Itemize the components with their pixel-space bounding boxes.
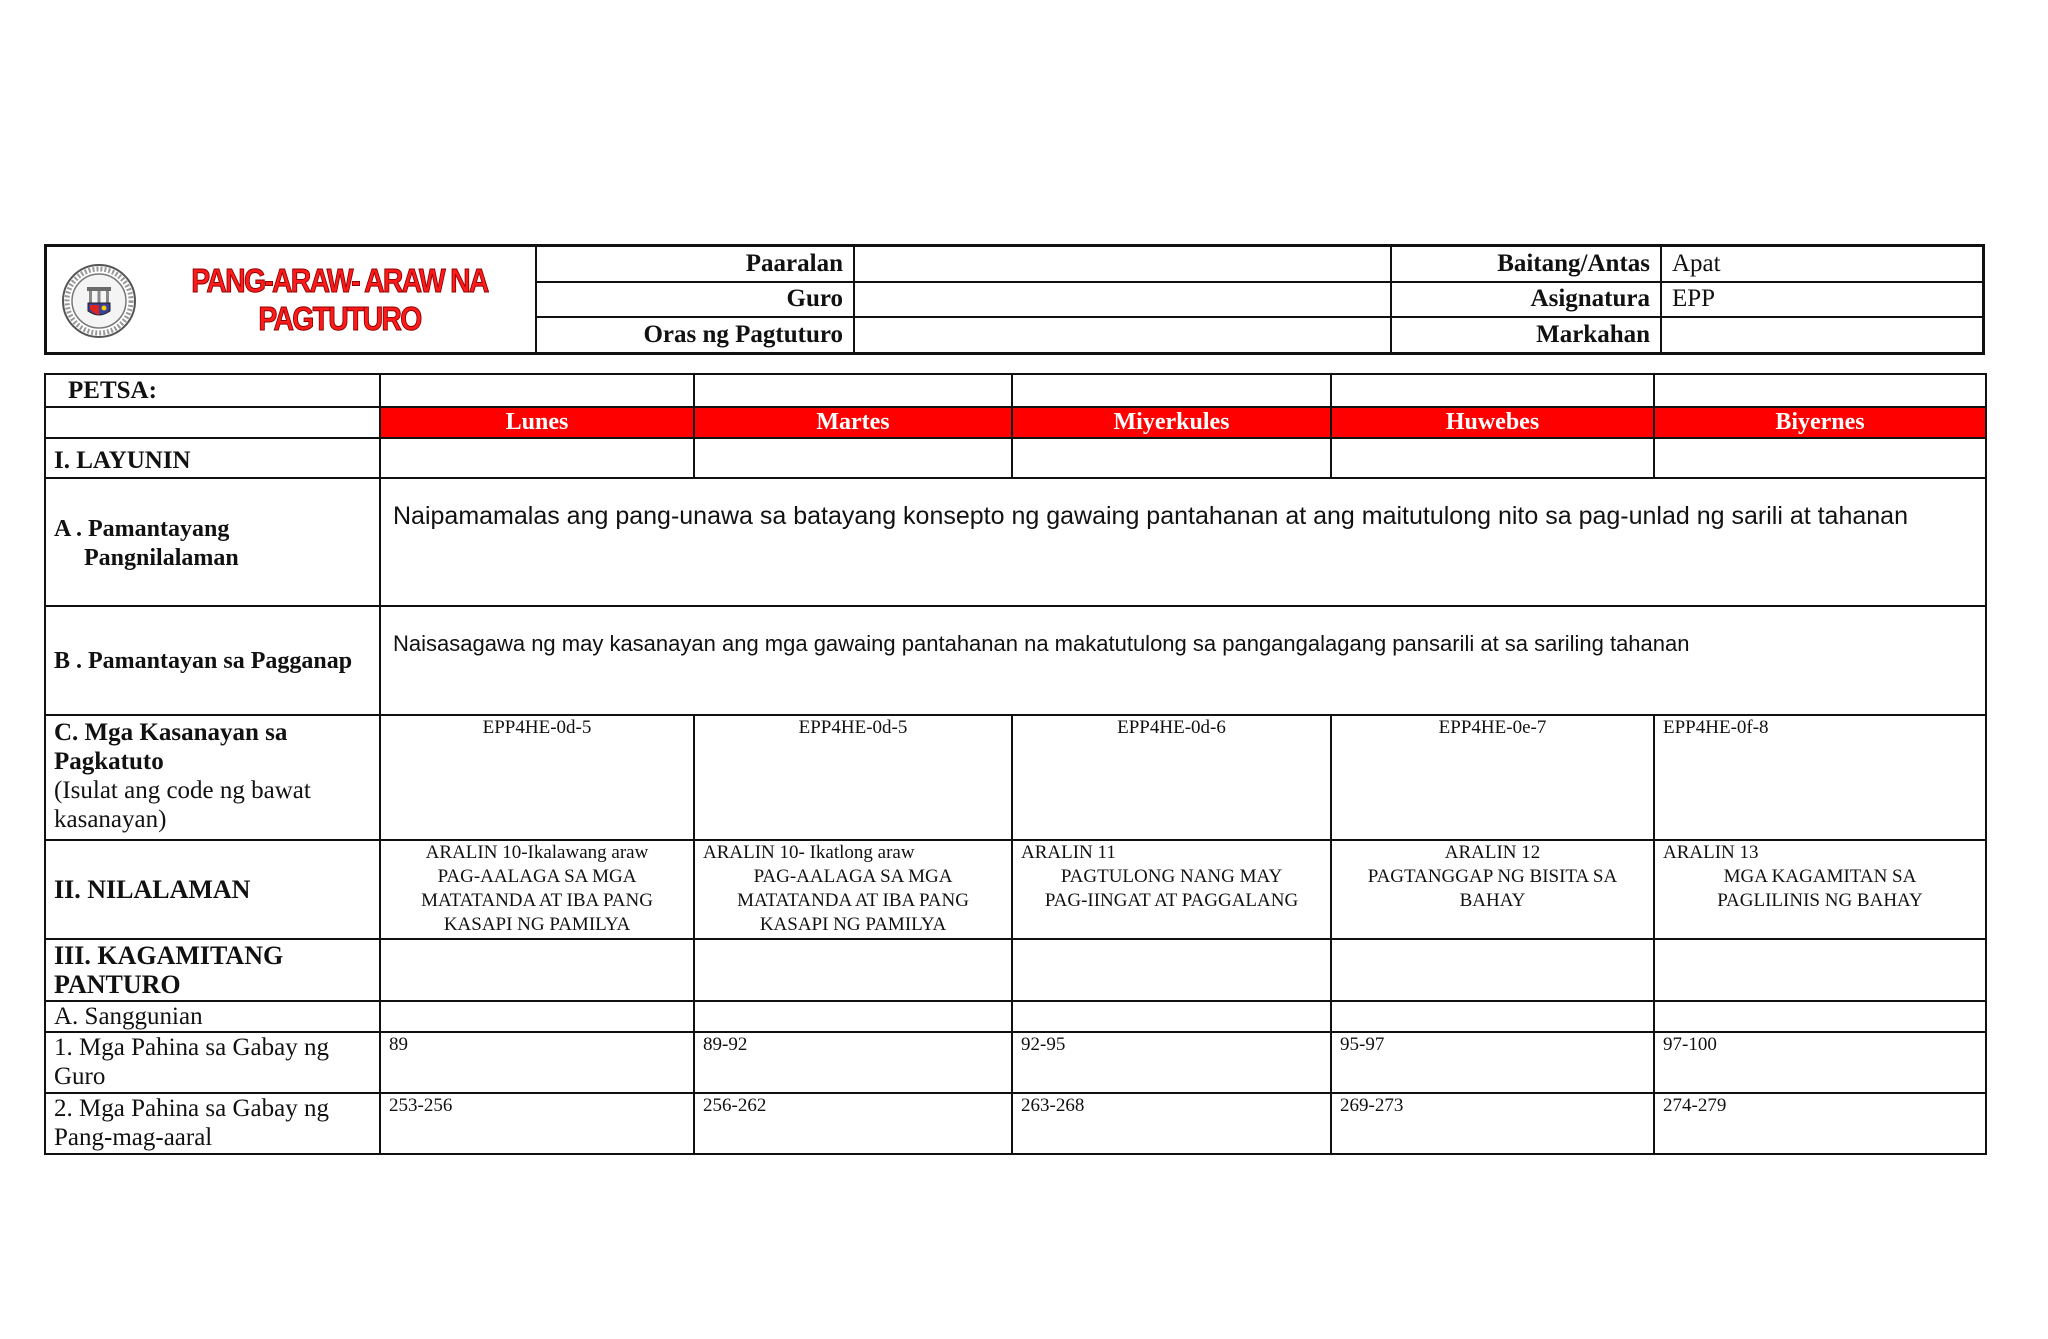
kasanayan-label-cell [45,715,380,840]
gabay-guro-pages: 89 [380,1032,694,1093]
gabay-guro-pages: 97-100 [1654,1032,1986,1093]
kasanayan-label: C. Mga Kasanayan sa Pagkatuto [54,719,288,775]
markahan-label: Markahan [1391,317,1661,352]
nilalaman-line: KASAPI NG PAMILYA [759,914,947,935]
code-cell: EPP4HE-0d-6 [1012,715,1331,840]
title-line-1: PANG-ARAW- ARAW NA [191,262,488,299]
nilalaman-row [45,840,1986,939]
kagamitan-label: III. KAGAMITANG PANTURO [45,939,380,1001]
guro-value [854,282,1391,318]
paaralan-value [854,247,1391,282]
kagamitan-cell [1331,939,1654,1001]
pamantayang-label-1: A . Pamantayang [54,516,230,542]
gabay-mag-aaral-pages: 269-273 [1331,1093,1654,1154]
gabay-guro-label: 1. Mga Pahina sa Gabay ng Guro [45,1032,380,1093]
sanggunian-label: A. Sanggunian [45,1001,380,1032]
deped-seal-icon [61,263,137,339]
petsa-cell [1654,374,1986,407]
day-martes: Martes [694,407,1012,438]
nilalaman-line: BAHAY [1459,890,1526,911]
gabay-mag-aaral-label: 2. Mga Pahina sa Gabay ng Pang-mag-aaral [45,1093,380,1154]
code-cell: EPP4HE-0e-7 [1331,715,1654,840]
nilalaman-line: ARALIN 12 [1444,842,1541,863]
sanggunian-cell [380,1001,694,1032]
gabay-guro-pages: 95-97 [1331,1032,1654,1093]
petsa-cell [694,374,1012,407]
nilalaman-cell [694,840,1012,939]
day-biyernes: Biyernes [1654,407,1986,438]
kasanayan-sublabel: (Isulat ang code ng bawat kasanayan) [54,777,311,833]
pagganap-label: B . Pamantayan sa Pagganap [45,606,380,715]
header-info-table [535,247,1982,352]
nilalaman-line: MGA KAGAMITAN SA [1723,866,1917,887]
sanggunian-cell [1331,1001,1654,1032]
nilalaman-line: MATATANDA AT IBA PANG [737,890,969,911]
nilalaman-line: ARALIN 10- Ikatlong araw [703,842,915,863]
nilalaman-cell [380,840,694,939]
baitang-label: Baitang/Antas [1391,247,1661,282]
code-cell: EPP4HE-0f-8 [1654,715,1986,840]
gabay-mag-aaral-pages: 253-256 [380,1093,694,1154]
layunin-cell [1012,438,1331,478]
nilalaman-line: ARALIN 11 [1021,842,1116,863]
gabay-mag-aaral-pages: 256-262 [694,1093,1012,1154]
nilalaman-line: PAG-AALAGA SA MGA [437,866,637,887]
kasanayan-row [45,715,1986,840]
petsa-row [45,374,1986,407]
title-line-2: PAGTUTURO [258,300,421,337]
asignatura-value: EPP [1661,282,1982,318]
code-cell: EPP4HE-0d-5 [380,715,694,840]
oras-label: Oras ng Pagtuturo [535,317,854,352]
layunin-cell [694,438,1012,478]
pamantayang-row [45,478,1986,606]
day-huwebes: Huwebes [1331,407,1654,438]
layunin-cell [1654,438,1986,478]
sanggunian-cell [1654,1001,1986,1032]
guro-label: Guro [535,282,854,318]
nilalaman-line: PAGTULONG NANG MAY [1060,866,1283,887]
kagamitan-cell [694,939,1012,1001]
nilalaman-label: II. NILALAMAN [45,840,380,939]
markahan-value [1661,317,1982,352]
petsa-cell [1331,374,1654,407]
day-miyerkules: Miyerkules [1012,407,1331,438]
nilalaman-cell [1654,840,1986,939]
sanggunian-row [45,1001,1986,1032]
nilalaman-line: PAG-AALAGA SA MGA [753,866,953,887]
lesson-plan-header [44,244,1985,355]
nilalaman-line: KASAPI NG PAMILYA [443,914,631,935]
logo-cell [47,247,537,352]
pagganap-text: Naisasagawa ng may kasanayan ang mga gawaing pantahanan na makatutulong sa pangangalagang pansarili at sa sariling tahanan [380,606,1986,715]
nilalaman-line: PAGLILINIS NG BAHAY [1717,890,1923,911]
petsa-cell [1012,374,1331,407]
paaralan-label: Paaralan [535,247,854,282]
nilalaman-line: ARALIN 10-Ikalawang araw [425,842,649,863]
layunin-cell [1331,438,1654,478]
baitang-value: Apat [1661,247,1982,282]
pamantayang-label [45,478,380,606]
kagamitan-cell [380,939,694,1001]
gabay-mag-aaral-row [45,1093,1986,1154]
sanggunian-cell [694,1001,1012,1032]
kagamitan-cell [1012,939,1331,1001]
nilalaman-line: PAG-IINGAT AT PAGGALANG [1044,890,1299,911]
pamantayang-label-2: Pangnilalaman [84,545,239,571]
lesson-plan-table [44,373,1987,1155]
layunin-cell [380,438,694,478]
code-cell: EPP4HE-0d-5 [694,715,1012,840]
nilalaman-line: PAGTANGGAP NG BISITA SA [1367,866,1618,887]
nilalaman-line: MATATANDA AT IBA PANG [421,890,653,911]
oras-value [854,317,1391,352]
gabay-guro-pages: 92-95 [1012,1032,1331,1093]
petsa-label: PETSA: [45,374,380,407]
pamantayang-text: Naipamamalas ang pang-unawa sa batayang konsepto ng gawaing pantahanan at ang maitutulong nito sa pag-unlad ng sarili at tahanan [380,478,1986,606]
asignatura-label: Asignatura [1391,282,1661,318]
days-row-blank [45,407,380,438]
gabay-guro-pages: 89-92 [694,1032,1012,1093]
petsa-cell [380,374,694,407]
day-lunes: Lunes [380,407,694,438]
nilalaman-line: ARALIN 13 [1663,842,1759,863]
kagamitan-row [45,939,1986,1001]
gabay-mag-aaral-pages: 274-279 [1654,1093,1986,1154]
nilalaman-cell [1012,840,1331,939]
pagganap-row [45,606,1986,715]
nilalaman-cell [1331,840,1654,939]
days-row [45,407,1986,438]
sanggunian-cell [1012,1001,1331,1032]
gabay-mag-aaral-pages: 263-268 [1012,1093,1331,1154]
gabay-guro-row [45,1032,1986,1093]
kagamitan-cell [1654,939,1986,1001]
layunin-row [45,438,1986,478]
layunin-label: I. LAYUNIN [45,438,380,478]
